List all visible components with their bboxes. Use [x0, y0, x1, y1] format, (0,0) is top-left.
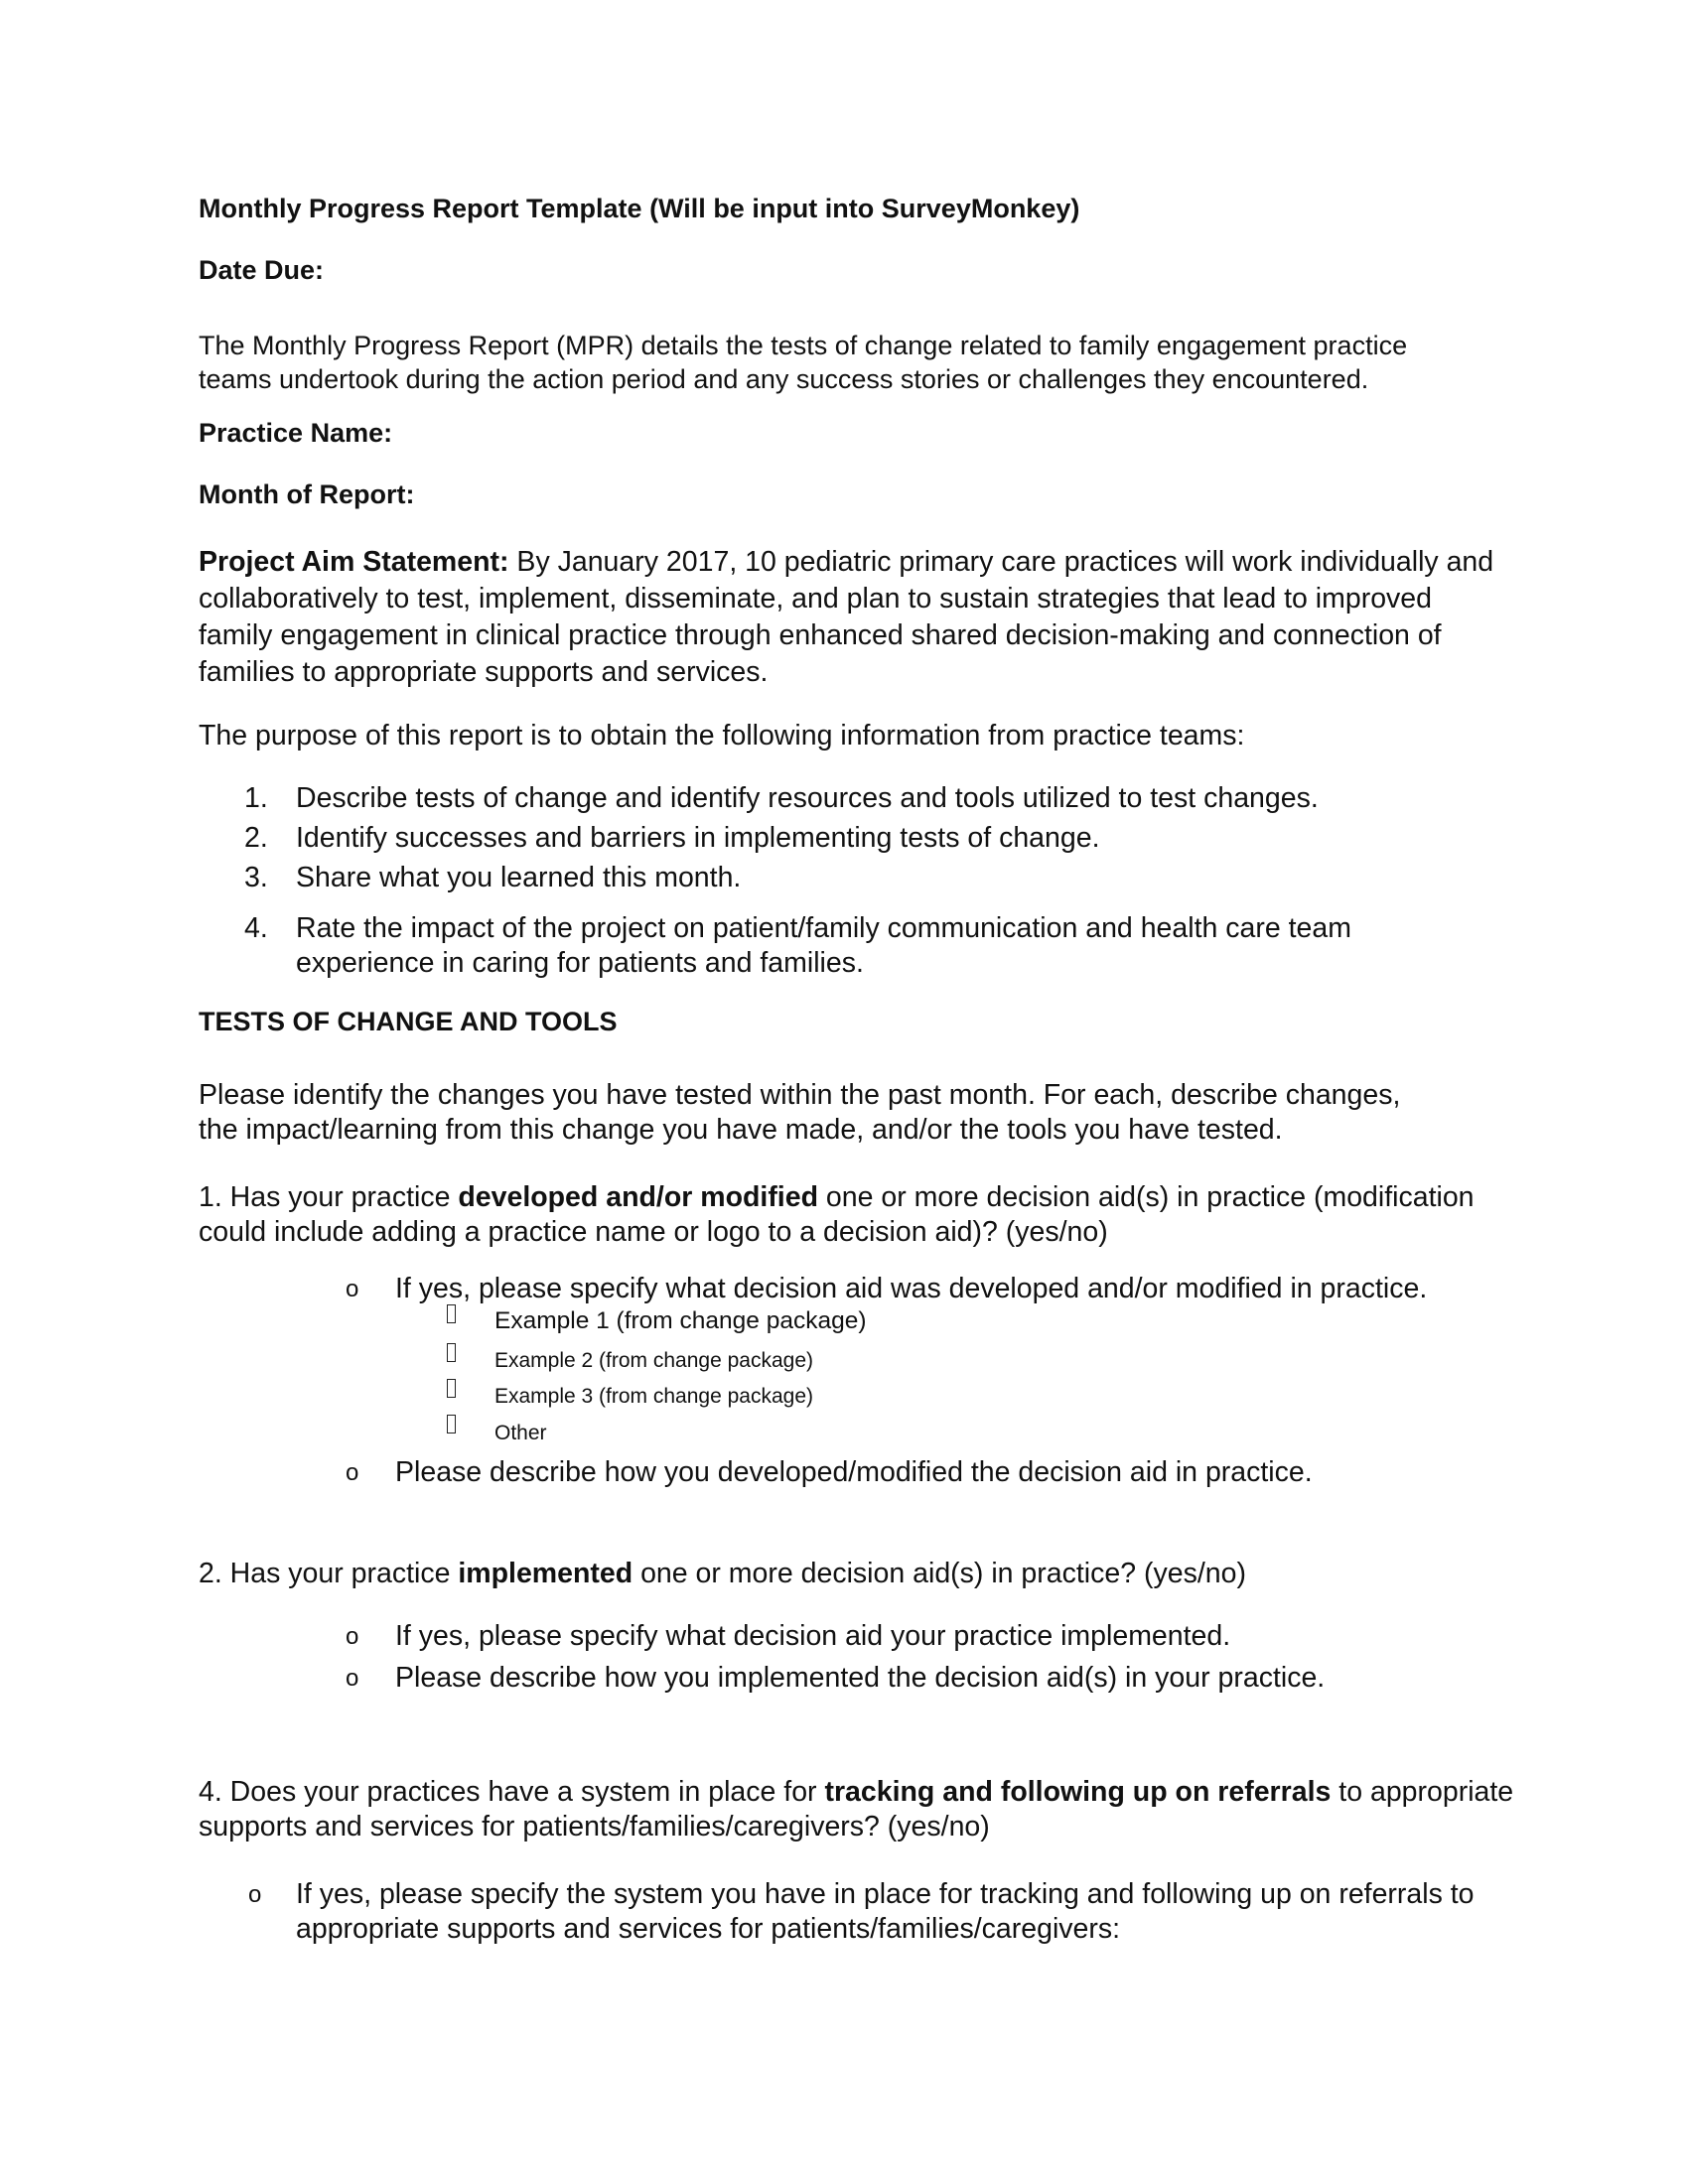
option-example-2: Example 2 (from change package)	[494, 1349, 813, 1372]
aim-statement-line-3: family engagement in clinical practice through enhanced shared decision-making and connection of	[199, 619, 1442, 651]
section-intro-line-2: the impact/learning from this change you have made, and/or the tools you have tested.	[199, 1114, 1283, 1146]
bullet-icon: o	[248, 1881, 262, 1908]
question-1-text-end: one or more decision aid(s) in practice (modification	[817, 1181, 1475, 1213]
aim-statement-line-1	[199, 544, 1493, 580]
intro-line-1: The Monthly Progress Report (MPR) details the tests of change related to family engagement practice	[199, 331, 1408, 360]
checkbox-icon[interactable]	[447, 1343, 456, 1362]
question-4	[199, 1774, 1513, 1810]
checkbox-icon[interactable]	[447, 1304, 456, 1323]
report-title: Monthly Progress Report Template (Will be input into SurveyMonkey)	[199, 194, 1080, 223]
bullet-icon: o	[346, 1665, 359, 1692]
list-item: Share what you learned this month.	[296, 862, 742, 893]
question-4-followup-line-2: appropriate supports and services for patients/families/caregivers:	[296, 1913, 1121, 1945]
question-4-text: 4. Does your practices have a system in place for	[199, 1776, 825, 1808]
question-2-emphasis: implemented	[458, 1558, 633, 1589]
question-4-text-end: to appropriate	[1331, 1776, 1514, 1808]
question-4-followup: If yes, please specify the system you have in place for tracking and following up on referrals to	[296, 1878, 1475, 1910]
option-example-1: Example 1 (from change package)	[494, 1307, 867, 1334]
aim-statement-line-4: families to appropriate supports and services.	[199, 656, 769, 688]
date-due-label: Date Due:	[199, 255, 325, 285]
question-2-followup: If yes, please specify what decision aid your practice implemented.	[395, 1620, 1231, 1652]
question-1-emphasis: developed and/or modified	[458, 1181, 818, 1213]
question-2-describe: Please describe how you implemented the decision aid(s) in your practice.	[395, 1662, 1326, 1694]
practice-name-label: Practice Name:	[199, 418, 393, 448]
checkbox-icon[interactable]	[447, 1415, 456, 1433]
question-1-followup: If yes, please specify what decision aid was developed and/or modified in practice.	[395, 1273, 1428, 1304]
aim-statement-line-2: collaboratively to test, implement, disseminate, and plan to sustain strategies that lead to improved	[199, 583, 1432, 614]
list-item-number: 3.	[244, 862, 268, 893]
checkbox-icon[interactable]	[447, 1379, 456, 1398]
list-item-number: 2.	[244, 822, 268, 854]
option-example-3: Example 3 (from change package)	[494, 1385, 813, 1408]
bullet-icon: o	[346, 1623, 359, 1650]
question-2-text-end: one or more decision aid(s) in practice? (yes/no)	[633, 1558, 1246, 1589]
section-intro-line-1: Please identify the changes you have tested within the past month. For each, describe changes,	[199, 1079, 1401, 1111]
question-1	[199, 1179, 1475, 1215]
bullet-icon: o	[346, 1459, 359, 1486]
list-item-continuation: experience in caring for patients and families.	[296, 947, 864, 979]
question-2-text: 2. Has your practice	[199, 1558, 459, 1589]
question-2	[199, 1556, 1246, 1591]
list-item: Describe tests of change and identify resources and tools utilized to test changes.	[296, 782, 1319, 814]
question-1-line-2: could include adding a practice name or logo to a decision aid)? (yes/no)	[199, 1216, 1108, 1248]
list-item-number: 4.	[244, 912, 268, 944]
question-4-line-2: supports and services for patients/families/caregivers? (yes/no)	[199, 1811, 990, 1843]
question-1-text: 1. Has your practice	[199, 1181, 459, 1213]
month-of-report-label: Month of Report:	[199, 479, 415, 509]
option-other: Other	[494, 1422, 547, 1444]
question-4-emphasis: tracking and following up on referrals	[824, 1776, 1332, 1808]
list-item: Rate the impact of the project on patient/family communication and health care team	[296, 912, 1351, 944]
list-item: Identify successes and barriers in implementing tests of change.	[296, 822, 1100, 854]
section-heading: TESTS OF CHANGE AND TOOLS	[199, 1007, 618, 1036]
aim-statement-text: By January 2017, 10 pediatric primary care practices will work individually and	[508, 546, 1494, 578]
intro-line-2: teams undertook during the action period and any success stories or challenges they encountered.	[199, 364, 1369, 394]
purpose-text: The purpose of this report is to obtain the following information from practice teams:	[199, 720, 1245, 751]
bullet-icon: o	[346, 1276, 359, 1302]
list-item-number: 1.	[244, 782, 268, 814]
question-1-describe: Please describe how you developed/modified the decision aid in practice.	[395, 1456, 1313, 1488]
aim-statement-label: Project Aim Statement:	[199, 546, 509, 578]
